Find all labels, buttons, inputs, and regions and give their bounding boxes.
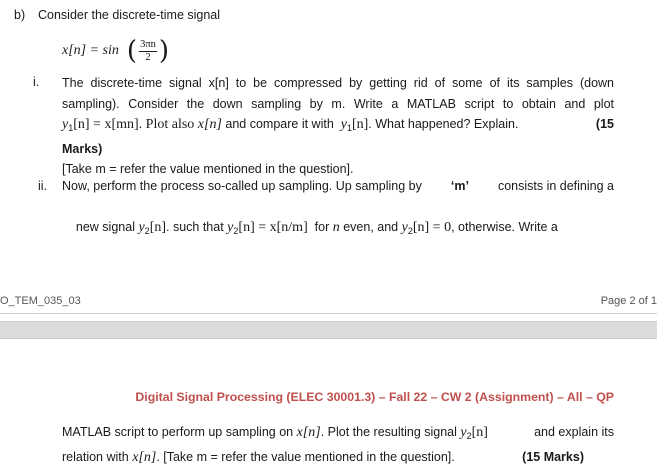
item-i-line-4 (62, 139, 614, 160)
item-ii-line-2: new signal $y_2[n]$. such that $y_2[n] = x[n/m]$ for n even, and $y_2[n] = 0$, otherwise. Write a (75, 220, 558, 236)
item-i-line-5: [Take m = refer the value mentioned in the question]. (62, 162, 354, 176)
item-ii-line-1: Now, perform the process so-called up sampling. Up sampling by ‘m’ consists in defining a (62, 179, 614, 193)
part-label: b) (14, 8, 26, 22)
footer-page-number: Page 2 of 1 (600, 295, 657, 307)
page-2-marks: (15 Marks) (522, 449, 584, 464)
item-i-body (62, 73, 614, 180)
fraction-denominator: 2 (145, 51, 151, 63)
item-i-line-3-text: $y_1[n] = x[mn]$. Plot also x[n] and compare it with $y_1[n]$. What happened? Explain. (62, 117, 519, 133)
footer-doc-code: O_TEM_035_03 (0, 295, 81, 307)
left-paren: ( (126, 36, 138, 66)
right-paren: ) (158, 36, 170, 66)
signal-equation (62, 36, 169, 66)
item-ii-body (62, 176, 614, 262)
item-i-line-1: The discrete-time signal x[n] to be compressed by getting rid of some of its samples (down (62, 76, 614, 90)
page-2-body (62, 422, 614, 468)
item-i-marks-start: (15 (595, 117, 614, 131)
equation-lhs: x[n] = sin (62, 43, 119, 58)
footer-divider (0, 313, 657, 314)
page-2-line-2: relation with x[n]. [Take m = refer the value mentioned in the question]. (15 Marks) (62, 447, 614, 469)
page-2-header: Digital Signal Processing (ELEC 30001.3) – Fall 22 – CW 2 (Assignment) – All – QP (135, 390, 614, 404)
page-break-band (0, 321, 657, 339)
item-i-line-2: sampling). Consider the down sampling by m. Write a MATLAB script to obtain and plot (62, 96, 614, 111)
item-marker-ii: ii. (38, 179, 48, 193)
item-marker-i: i. (33, 75, 40, 89)
equation-fraction (139, 39, 157, 64)
item-i-marks-end: Marks) (62, 141, 103, 156)
fraction-numerator: 3πn (140, 38, 156, 50)
intro-text: Consider the discrete-time signal (38, 8, 221, 22)
item-i-line-3 (62, 114, 614, 139)
page-2-line-1: MATLAB script to perform up sampling on x[n]. Plot the resulting signal $y_2[n]$ and explain its (62, 425, 614, 441)
